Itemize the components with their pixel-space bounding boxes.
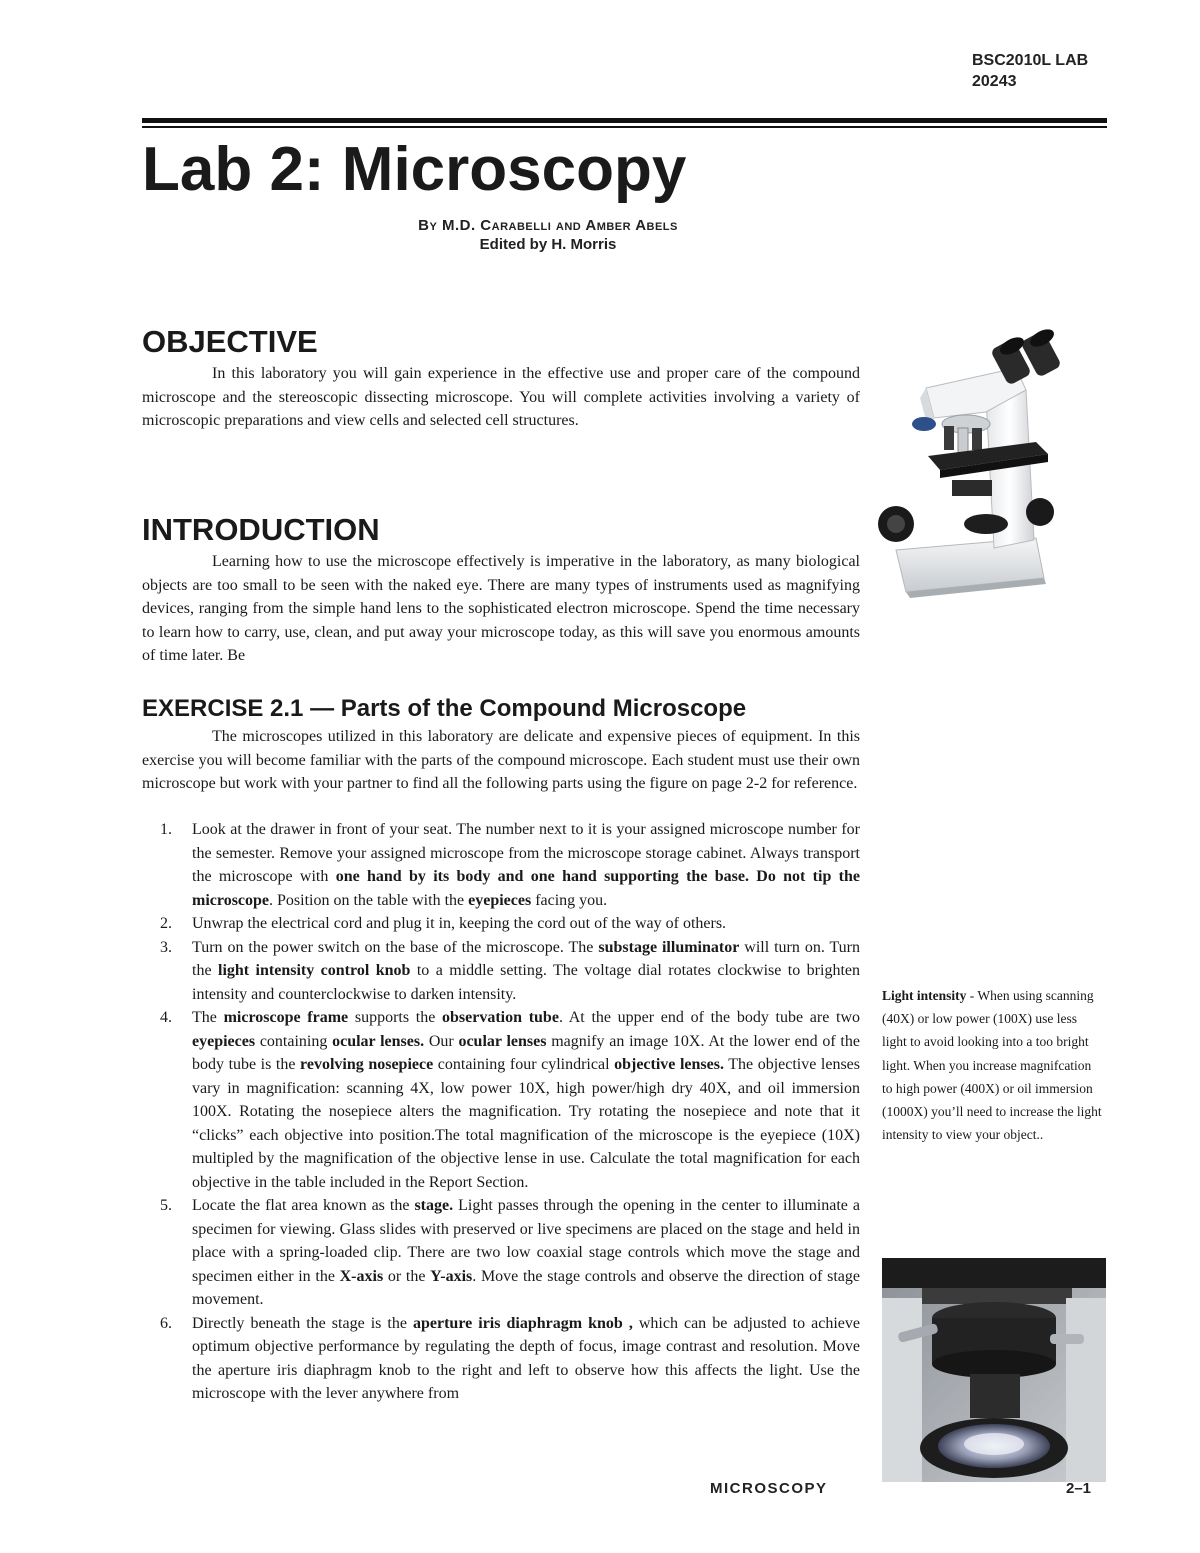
byline-editor: Edited by H. Morris bbox=[479, 236, 617, 253]
side-note-label: Light intensity bbox=[882, 988, 967, 1003]
step-text-run: facing you. bbox=[531, 891, 608, 909]
step-text bbox=[192, 936, 860, 1007]
step-bold-term: objective lenses. bbox=[614, 1056, 724, 1073]
byline bbox=[142, 216, 954, 254]
step-bold-term: one hand by its body and one hand supporting the base. Do not tip the microscope bbox=[192, 868, 860, 909]
step-text bbox=[192, 912, 860, 936]
step-number: 2. bbox=[160, 915, 172, 932]
exercise-heading: EXERCISE 2.1 — Parts of the Compound Microscope bbox=[142, 695, 747, 722]
step-bold-term: ocular lenses bbox=[458, 1032, 547, 1050]
step-bold-term: eyepieces bbox=[468, 891, 532, 909]
step-text-run: containing bbox=[255, 1032, 333, 1050]
step-bold-term: aperture iris diaphragm knob , bbox=[412, 1314, 633, 1332]
exercise-steps-list bbox=[160, 818, 860, 1406]
step-text bbox=[192, 1194, 860, 1312]
step-text-run: to a middle setting. The voltage dial rotates clockwise to brighten intensity and counterclockwise to darken intensity. bbox=[192, 962, 860, 1003]
step-text-run: . Move the stage controls and observe the direction of stage movement. bbox=[192, 1267, 860, 1308]
step-text-run: Look at the drawer in front of your seat. The number next to it is your assigned microscope number for the semester. Remove your assigned microscope from the microscope storage cabinet. Always transport the microscope with bbox=[192, 821, 860, 885]
header-rule-thin bbox=[142, 126, 1107, 128]
step-bold-term: X-axis bbox=[339, 1267, 384, 1285]
step-number: 4. bbox=[160, 1009, 172, 1026]
exercise-step bbox=[160, 936, 860, 1007]
step-bold-term: light intensity control knob bbox=[218, 962, 411, 979]
course-code-line2: 20243 bbox=[972, 73, 1017, 90]
microscope-photo bbox=[866, 328, 1106, 608]
step-bold-term: eyepieces bbox=[192, 1032, 256, 1050]
introduction-text: Learning how to use the microscope effectively is imperative in the laboratory, as many biological objects are too small to be seen with the naked eye. There are many types of instruments used as magnifying devices, ranging from the simple hand lens to the sophisticated electron microscope. Spend the time necessary to learn how to carry, use, clean, and put away your microscope today, as this will save you enormous amounts of time later. Be bbox=[142, 553, 860, 664]
step-text-run: which can be adjusted to achieve optimum objective performance by regulating the depth of focus, image contrast and resolution. Move the aperture iris diaphragm knob to the right and left to observe how this affects the light. Use the microscope with the lever anywhere from bbox=[192, 1314, 861, 1402]
step-text-run: Unwrap the electrical cord and plug it in, keeping the cord out of the way of others. bbox=[192, 915, 727, 932]
step-text-run: . At the upper end of the body tube are two bbox=[558, 1009, 861, 1026]
step-bold-term: stage. bbox=[414, 1197, 454, 1214]
introduction-heading: INTRODUCTION bbox=[142, 512, 380, 547]
step-text-run: Turn on the power switch on the base of the microscope. The bbox=[192, 938, 599, 956]
step-bold-term: ocular lenses. bbox=[332, 1032, 425, 1050]
header-rule-thick bbox=[142, 118, 1107, 123]
step-text-run: or the bbox=[383, 1267, 431, 1285]
step-text-run: The objective lenses vary in magnification: scanning 4X, low power 10X, high power/high dry 40X, and oil immersion 100X. Rotating the nosepiece alters the magnification. Try rotating the nosepiece and note that it “clicks” each objective into position.The total magnification of the microscope is the eyepiece (10X) multipled by the magnification of the objective lense in use. Calculate the total magnification for each objective in the table included in the Report Section. bbox=[192, 1056, 861, 1191]
step-text bbox=[192, 1312, 860, 1406]
objective-text: In this laboratory you will gain experience in the effective use and proper care of the compound microscope and the stereoscopic dissecting microscope. You will complete activities involving a variety of microscopic preparations and view cells and selected cell structures. bbox=[142, 365, 860, 429]
exercise-step bbox=[160, 1006, 860, 1194]
objective-heading: OBJECTIVE bbox=[142, 324, 318, 359]
exercise-step bbox=[160, 912, 860, 936]
step-text-run: Light passes through the opening in the center to illuminate a specimen for viewing. Glass slides with preserved or live specimens are placed on the stage and held in place with a spring-loaded clip. There are two low coaxial stage controls which move the stage and specimen either in the bbox=[192, 1197, 861, 1285]
step-text-run: magnify an image 10X. At the lower end of the body tube is the bbox=[192, 1032, 860, 1073]
step-bold-term: substage illuminator bbox=[598, 938, 740, 956]
side-note-text: - When using scanning (40X) or low power (100X) use less light to avoid looking into a too bright light. When you increase magnifcation to high power (400X) or oil immersion (1000X) you’ll need to increase the light intensity to view your object.. bbox=[882, 988, 1102, 1143]
exercise-step bbox=[160, 1194, 860, 1312]
step-bold-term: Y-axis bbox=[430, 1267, 473, 1285]
step-number: 5. bbox=[160, 1197, 172, 1214]
side-note bbox=[882, 984, 1104, 1146]
byline-authors: By M.D. Carabelli and Amber Abels bbox=[418, 217, 678, 234]
exercise-step bbox=[160, 1312, 860, 1406]
step-number: 3. bbox=[160, 938, 172, 956]
footer-section-label: MICROSCOPY bbox=[710, 1480, 828, 1497]
step-number: 6. bbox=[160, 1314, 172, 1332]
page-title: Lab 2: Microscopy bbox=[142, 135, 687, 204]
step-text-run: . Position on the table with the bbox=[269, 891, 469, 909]
course-code-line1: BSC2010L LAB bbox=[972, 52, 1089, 69]
stage-closeup-photo bbox=[882, 1258, 1106, 1482]
course-code bbox=[972, 50, 1088, 92]
step-text-run: supports the bbox=[348, 1009, 443, 1026]
step-text-run: Our bbox=[424, 1032, 459, 1050]
footer-page-number: 2–1 bbox=[1066, 1480, 1092, 1497]
step-text bbox=[192, 818, 860, 912]
exercise-step bbox=[160, 818, 860, 912]
step-number: 1. bbox=[160, 821, 172, 838]
step-text-run: The bbox=[192, 1009, 224, 1026]
step-text-run: Directly beneath the stage is the bbox=[192, 1314, 413, 1332]
step-bold-term: observation tube bbox=[442, 1009, 559, 1026]
step-text-run: Locate the flat area known as the bbox=[192, 1197, 415, 1214]
step-text-run: will turn on. Turn the bbox=[192, 938, 861, 979]
step-text bbox=[192, 1006, 860, 1194]
step-text-run: containing four cylindrical bbox=[433, 1056, 615, 1073]
step-bold-term: microscope frame bbox=[223, 1009, 349, 1026]
step-bold-term: revolving nosepiece bbox=[300, 1056, 434, 1073]
exercise-intro: The microscopes utilized in this laboratory are delicate and expensive pieces of equipment. In this exercise you will become familiar with the parts of the compound microscope. Each student must use their own microscope but work with your partner to find all the following parts using the figure on page 2-2 for reference. bbox=[142, 728, 860, 792]
